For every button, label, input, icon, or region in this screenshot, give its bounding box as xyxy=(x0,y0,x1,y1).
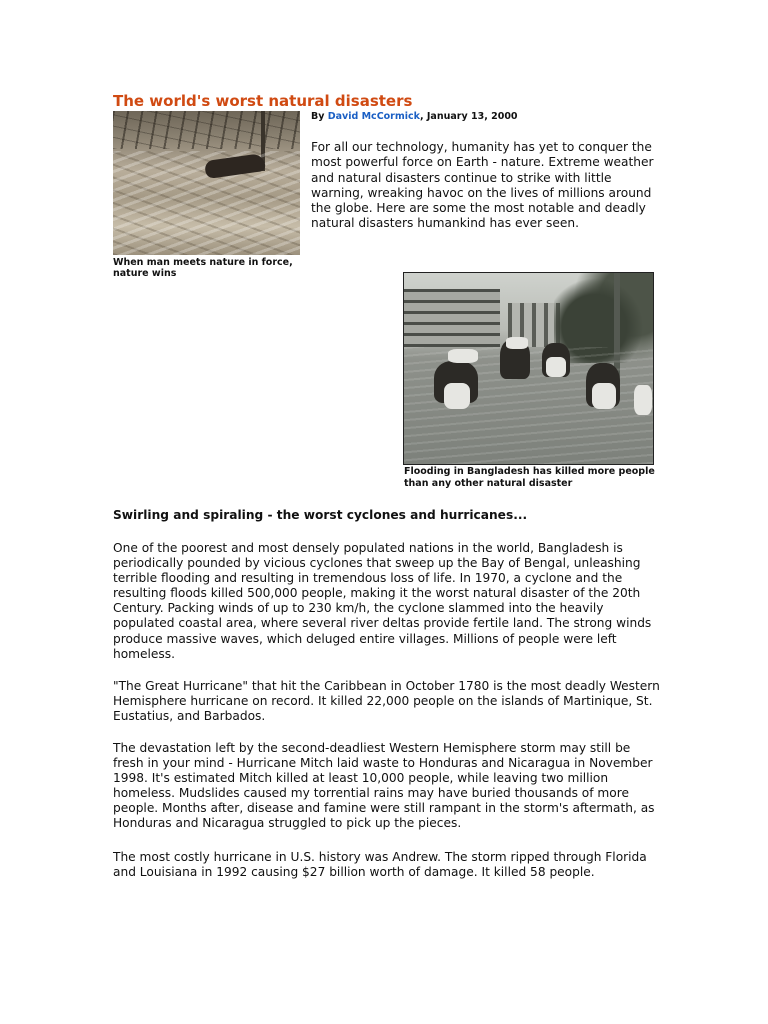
shirt xyxy=(592,383,616,409)
byline-prefix: By xyxy=(311,111,328,122)
building xyxy=(404,289,500,347)
body-paragraph: The most costly hurricane in U.S. history was Andrew. The storm ripped through Florida and Louisiana in 1992 causing $27 billion worth of damage. It killed 58 people. xyxy=(113,850,647,880)
author-link[interactable]: David McCormick xyxy=(327,111,420,122)
shirt xyxy=(634,385,652,415)
photo-caption: Flooding in Bangladesh has killed more people than any other natural disaster xyxy=(404,466,655,489)
shirt xyxy=(546,357,566,377)
body-paragraph: "The Great Hurricane" that hit the Caribbean in October 1780 is the most deadly Western Hemisphere hurricane on record. It killed 22,000 people on the islands of Martinique, St. Eustatius, and Barbados. xyxy=(113,679,660,724)
body-paragraph: The devastation left by the second-deadliest Western Hemisphere storm may still be fresh in your mind - Hurricane Mitch laid waste to Honduras and Nicaragua in November 1998. It's estimated Mitch killed at least 10,000 people, while leaving two million homeless. Mudslides caused my torrential rains may have buried thousands of more people. Months after, disease and famine were still rampant in the storm's aftermath, as Honduras and Nicaragua struggled to pick up the pieces. xyxy=(113,741,655,831)
bangladesh-flood-photo xyxy=(403,272,654,465)
byline xyxy=(311,111,518,122)
shirt xyxy=(444,383,470,409)
bundle xyxy=(448,349,478,363)
flood-photo xyxy=(113,111,300,255)
intro-paragraph: For all our technology, humanity has yet to conquer the most powerful force on Earth - nature. Extreme weather and natural disasters continue to strike with little warning, wreaking havoc on the lives of millions around the globe. Here are some the most notable and deadly natural disasters humankind has ever seen. xyxy=(311,140,654,231)
fence-crosshatch xyxy=(113,111,300,149)
section-heading: Swirling and spiraling - the worst cyclones and hurricanes... xyxy=(113,508,528,522)
photo-caption: When man meets nature in force, nature wins xyxy=(113,257,293,279)
publish-date: , January 13, 2000 xyxy=(419,111,518,122)
bundle xyxy=(506,337,528,349)
body-paragraph: One of the poorest and most densely populated nations in the world, Bangladesh is periodically pounded by vicious cyclones that sweep up the Bay of Bengal, unleashing terrible flooding and resulting in tremendous loss of life. In 1970, a cyclone and the resulting floods killed 500,000 people, making it the worst natural disaster of the 20th Century. Packing winds of up to 230 km/h, the cyclone slammed into the heavily populated coastal area, where several river deltas provide fertile land. The strong winds produce massive waves, which deluged entire villages. Millions of people were left homeless. xyxy=(113,541,652,661)
article-title: The world's worst natural disasters xyxy=(113,92,413,110)
